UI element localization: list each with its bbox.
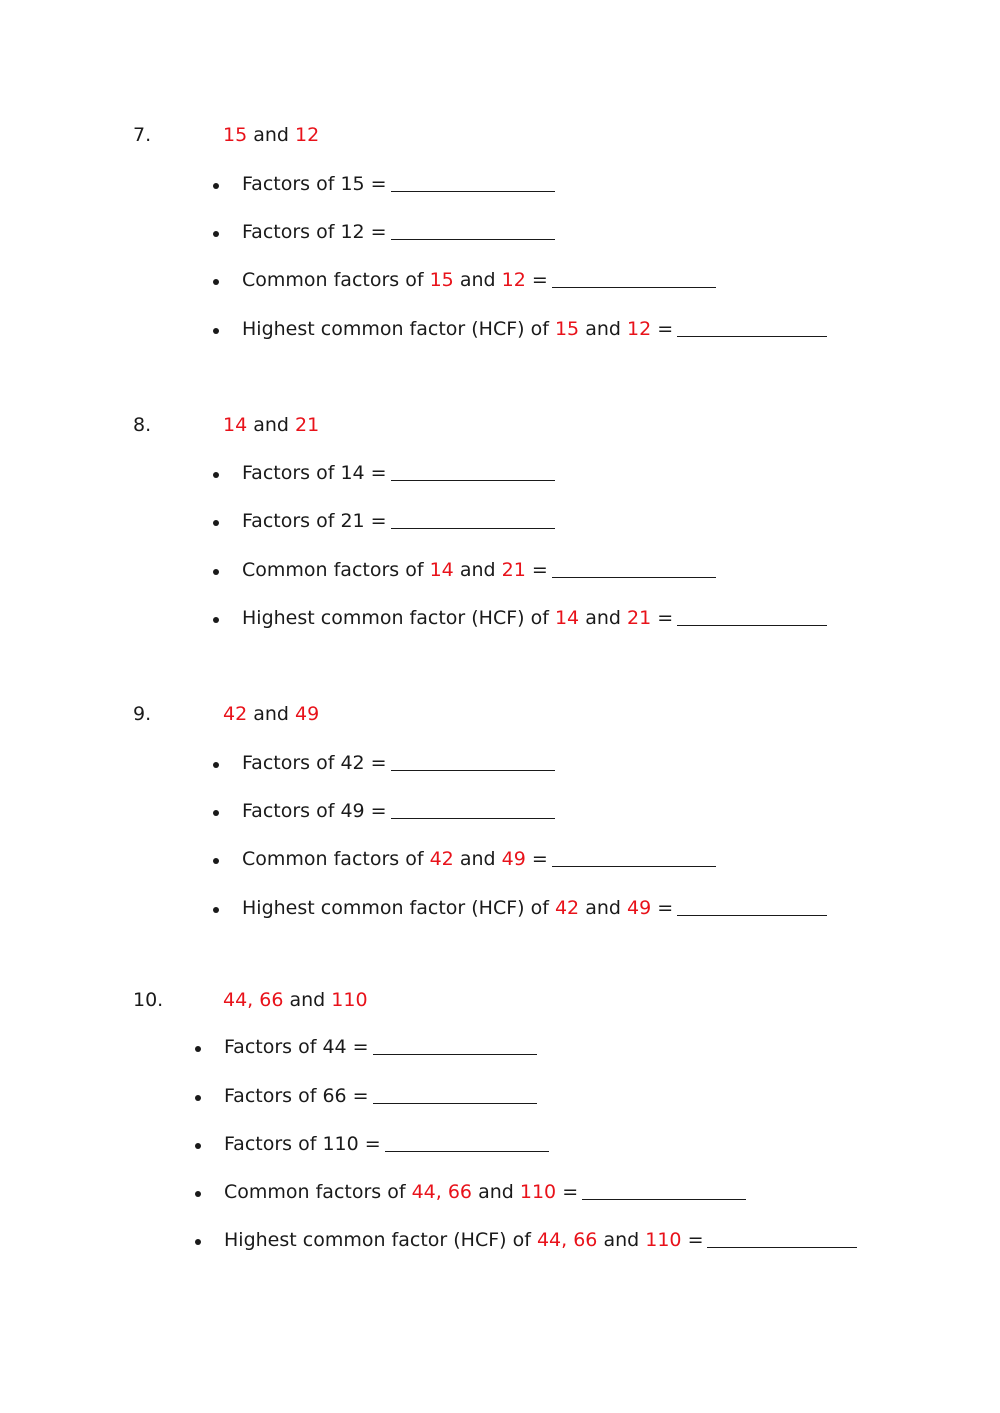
hcf-line: Highest common factor (HCF) of 44, 66 and 110 = — [224, 1228, 857, 1252]
hcf-line: Highest common factor (HCF) of 42 and 49 = — [242, 896, 827, 920]
common-factors-line: Common factors of 15 and 12 = — [242, 268, 716, 292]
bullet-icon — [213, 183, 219, 189]
bullet-icon — [195, 1143, 201, 1149]
bullet-icon — [213, 810, 219, 816]
question-number: 9. — [133, 703, 152, 725]
hcf-line: Highest common factor (HCF) of 15 and 12 = — [242, 317, 827, 341]
question-title: 15 and 12 — [223, 124, 320, 146]
answer-blank[interactable] — [391, 527, 555, 529]
bullet-icon — [195, 1191, 201, 1197]
question-number: 7. — [133, 124, 152, 146]
answer-blank[interactable] — [677, 624, 827, 626]
common-factors-line: Common factors of 14 and 21 = — [242, 558, 716, 582]
bullet-icon — [213, 231, 219, 237]
bullet-icon — [195, 1046, 201, 1052]
question-number: 8. — [133, 414, 152, 436]
bullet-icon — [213, 472, 219, 478]
bullet-icon — [213, 569, 219, 575]
answer-blank[interactable] — [677, 335, 827, 337]
answer-blank[interactable] — [391, 479, 555, 481]
factors-line: Factors of 44 = — [224, 1035, 537, 1059]
answer-blank[interactable] — [582, 1198, 746, 1200]
question-title: 14 and 21 — [223, 414, 320, 436]
answer-blank[interactable] — [391, 190, 555, 192]
factors-line: Factors of 66 = — [224, 1084, 537, 1108]
factors-line: Factors of 21 = — [242, 509, 555, 533]
hcf-line: Highest common factor (HCF) of 14 and 21 = — [242, 606, 827, 630]
answer-blank[interactable] — [552, 576, 716, 578]
question-title: 42 and 49 — [223, 703, 320, 725]
common-factors-line: Common factors of 42 and 49 = — [242, 847, 716, 871]
answer-blank[interactable] — [677, 914, 827, 916]
bullet-icon — [213, 617, 219, 623]
common-factors-line: Common factors of 44, 66 and 110 = — [224, 1180, 746, 1204]
bullet-icon — [213, 279, 219, 285]
answer-blank[interactable] — [552, 865, 716, 867]
bullet-icon — [213, 762, 219, 768]
factors-line: Factors of 12 = — [242, 220, 555, 244]
bullet-icon — [213, 907, 219, 913]
factors-line: Factors of 42 = — [242, 751, 555, 775]
answer-blank[interactable] — [391, 817, 555, 819]
factors-line: Factors of 14 = — [242, 461, 555, 485]
bullet-icon — [213, 328, 219, 334]
question-number: 10. — [133, 989, 164, 1011]
factors-line: Factors of 15 = — [242, 172, 555, 196]
answer-blank[interactable] — [385, 1150, 549, 1152]
bullet-icon — [195, 1095, 201, 1101]
answer-blank[interactable] — [707, 1246, 857, 1248]
factors-line: Factors of 49 = — [242, 799, 555, 823]
bullet-icon — [195, 1239, 201, 1245]
answer-blank[interactable] — [373, 1102, 537, 1104]
bullet-icon — [213, 520, 219, 526]
question-title: 44, 66 and 110 — [223, 989, 368, 1011]
answer-blank[interactable] — [391, 238, 555, 240]
answer-blank[interactable] — [552, 286, 716, 288]
factors-line: Factors of 110 = — [224, 1132, 549, 1156]
answer-blank[interactable] — [391, 769, 555, 771]
bullet-icon — [213, 858, 219, 864]
answer-blank[interactable] — [373, 1053, 537, 1055]
